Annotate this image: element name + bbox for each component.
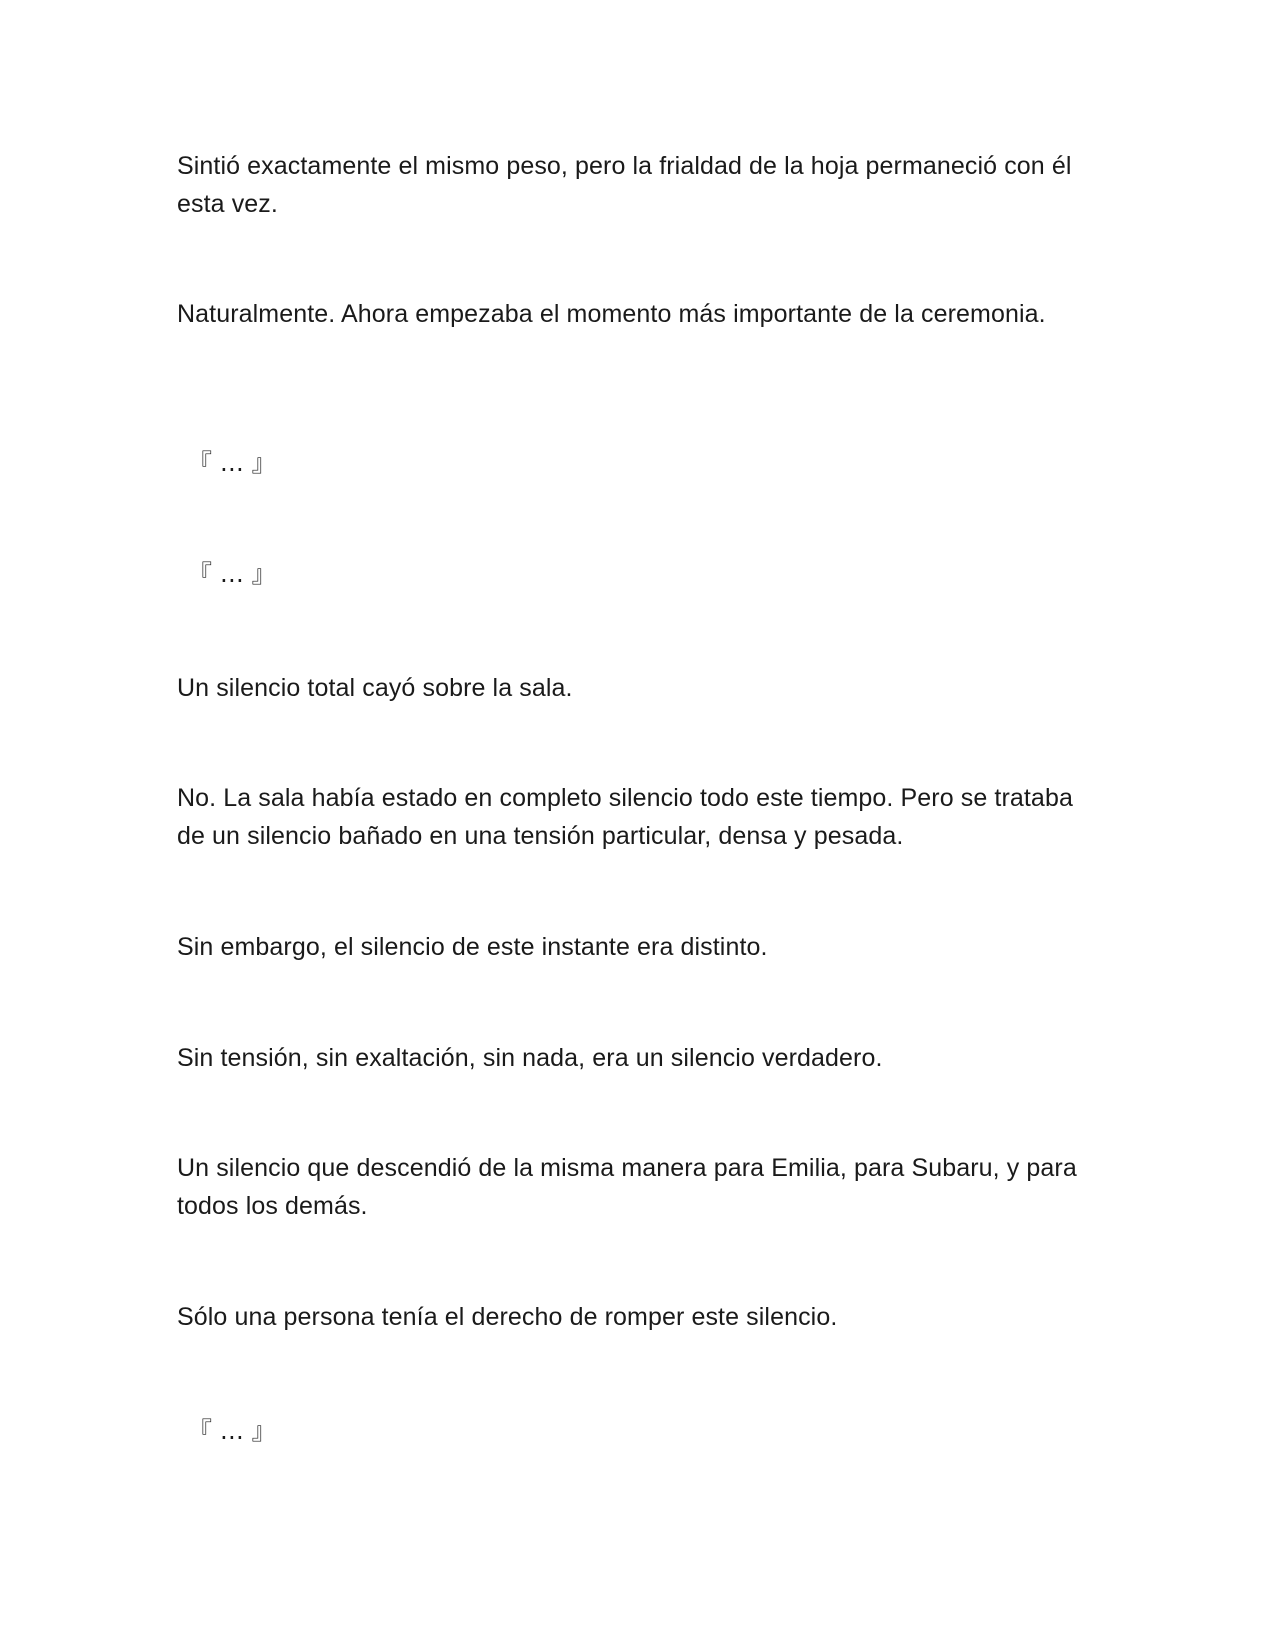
paragraph: Naturalmente. Ahora empezaba el momento más importante de la ceremonia. [177, 300, 1046, 328]
paragraph: Sin tensión, sin exaltación, sin nada, era un silencio verdadero. [177, 1044, 883, 1072]
dialogue-ellipsis: 『 … 』 [188, 1417, 276, 1445]
paragraph: Sin embargo, el silencio de este instante era distinto. [177, 933, 768, 961]
paragraph: Un silencio que descendió de la misma manera para Emilia, para Subaru, y para todos los demás. [177, 1154, 1077, 1220]
dialogue-ellipsis: 『 … 』 [188, 560, 276, 588]
paragraph: Un silencio total cayó sobre la sala. [177, 674, 573, 702]
paragraph: Sintió exactamente el mismo peso, pero la frialdad de la hoja permaneció con él esta vez. [177, 152, 1072, 218]
dialogue-ellipsis: 『 … 』 [188, 449, 276, 477]
paragraph: Sólo una persona tenía el derecho de romper este silencio. [177, 1303, 838, 1331]
paragraph: No. La sala había estado en completo silencio todo este tiempo. Pero se trataba de un silencio bañado en una tensión particular, densa y pesada. [177, 784, 1073, 850]
